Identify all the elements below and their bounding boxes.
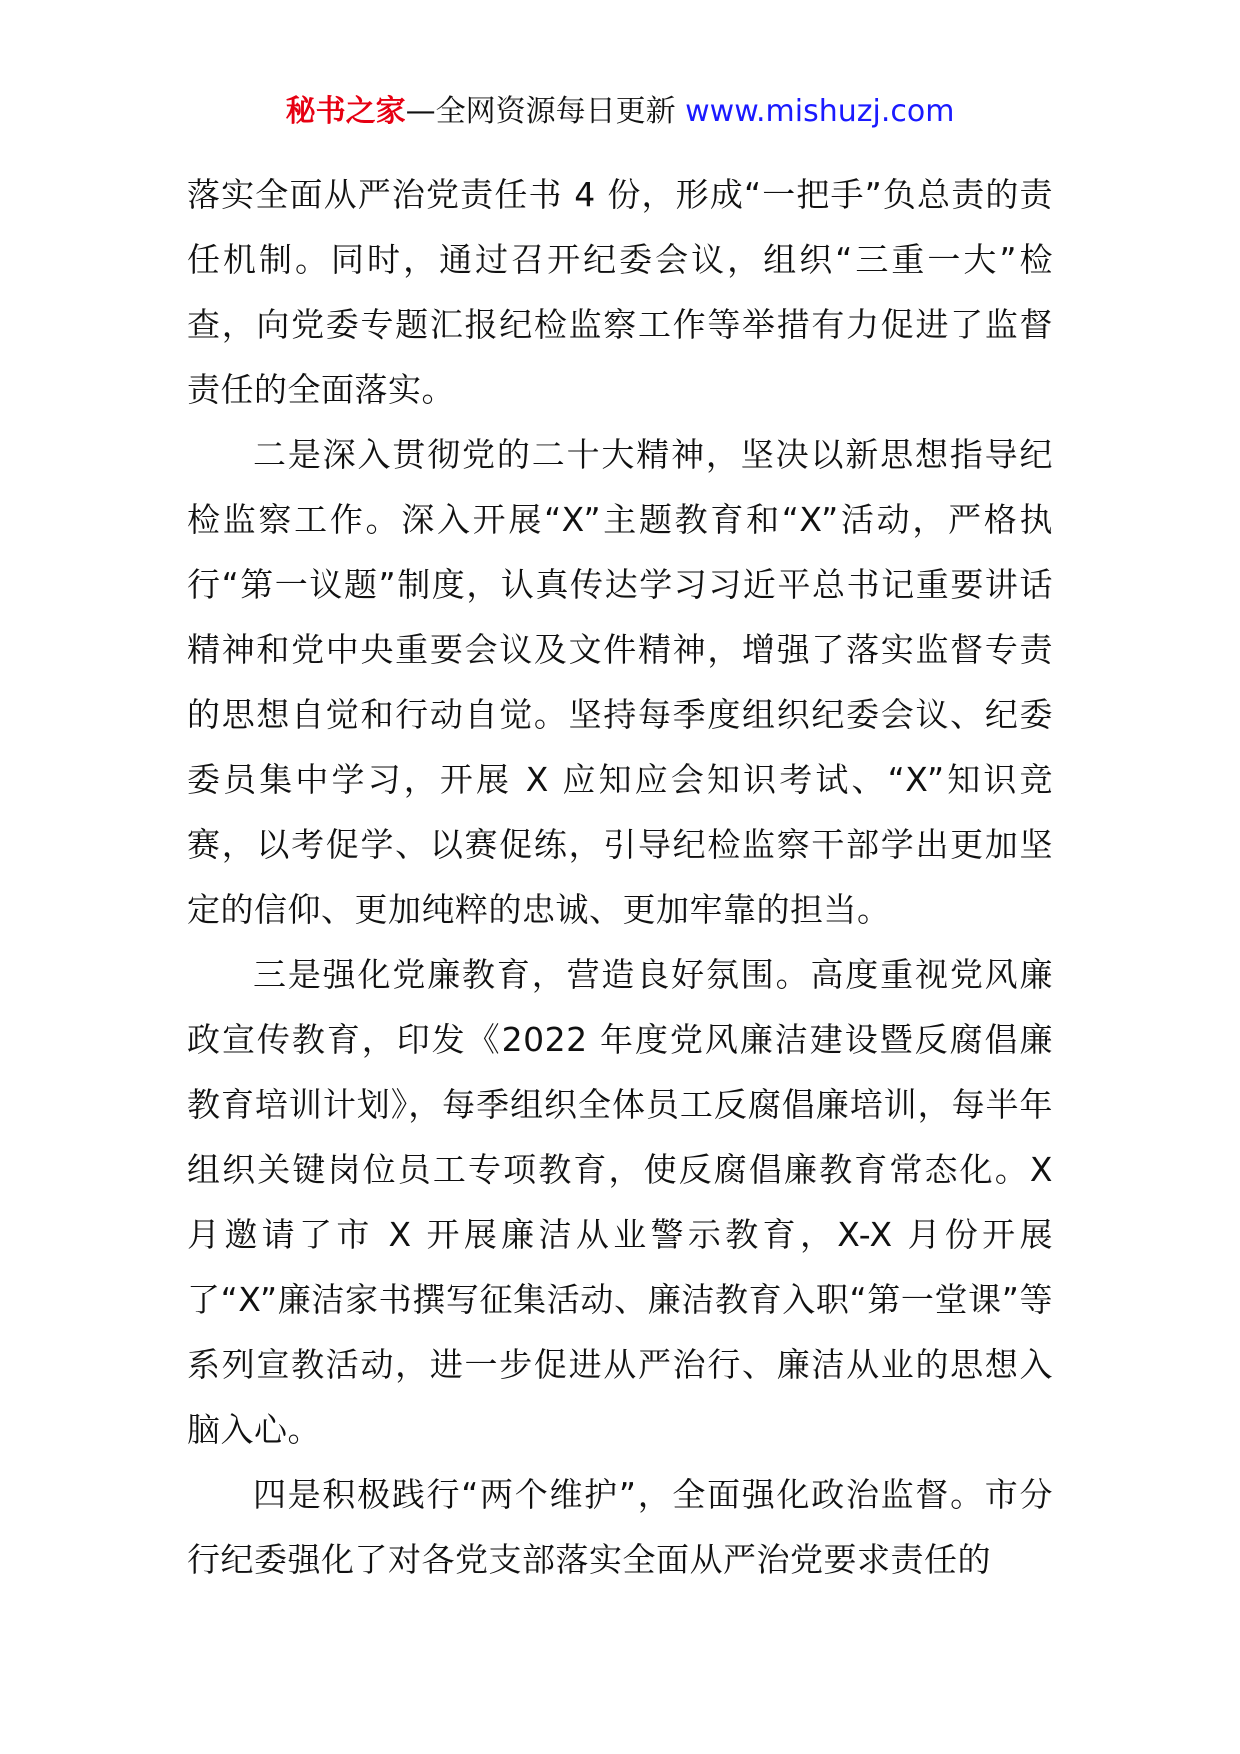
header-tagline: —全网资源每日更新 [405,94,686,129]
paragraph-fourth-point: 四是积极践行“两个维护”，全面强化政治监督。市分行纪委强化了对各党支部落实全面从严治党要求责任的 [187,1475,1053,1579]
paragraph-continued: 落实全面从严治党责任书 4 份，形成“一把手”负总责的责任机制。同时，通过召开纪委会议，组织“三重一大”检查，向党委专题汇报纪检监察工作等举措有力促进了监督责任的全面落实。 [187,175,1053,409]
paragraph-second-point: 二是深入贯彻党的二十大精神，坚决以新思想指导纪检监察工作。深入开展“X”主题教育和“X”活动，严格执行“第一议题”制度，认真传达学习习近平总书记重要讲话精神和党中央重要会议及文件精神，增强了落实监督专责的思想自觉和行动自觉。坚持每季度组织纪委会议、纪委委员集中学习，开展 X 应知应会知识考试、“X”知识竞赛，以考促学、以赛促练，引导纪检监察干部学出更加坚定的信仰、更加纯粹的忠诚、更加牢靠的担当。 [187,435,1053,929]
paragraph-third-point: 三是强化党廉教育，营造良好氛围。高度重视党风廉政宣传教育，印发《2022 年度党风廉洁建设暨反腐倡廉教育培训计划》，每季组织全体员工反腐倡廉培训，每半年组织关键岗位员工专项教育，使反腐倡廉教育常态化。X 月邀请了市 X 开展廉洁从业警示教育，X-X 月份开展了“X”廉洁家书撰写征集活动、廉洁教育入职“第一堂课”等系列宣教活动，进一步促进从严治行、廉洁从业的思想入脑入心。 [187,955,1053,1449]
brand-name: 秘书之家 [285,94,406,129]
document-body [187,162,1053,1592]
site-url-link[interactable]: www.mishuzj.com [685,94,955,129]
page-header [0,92,1240,132]
